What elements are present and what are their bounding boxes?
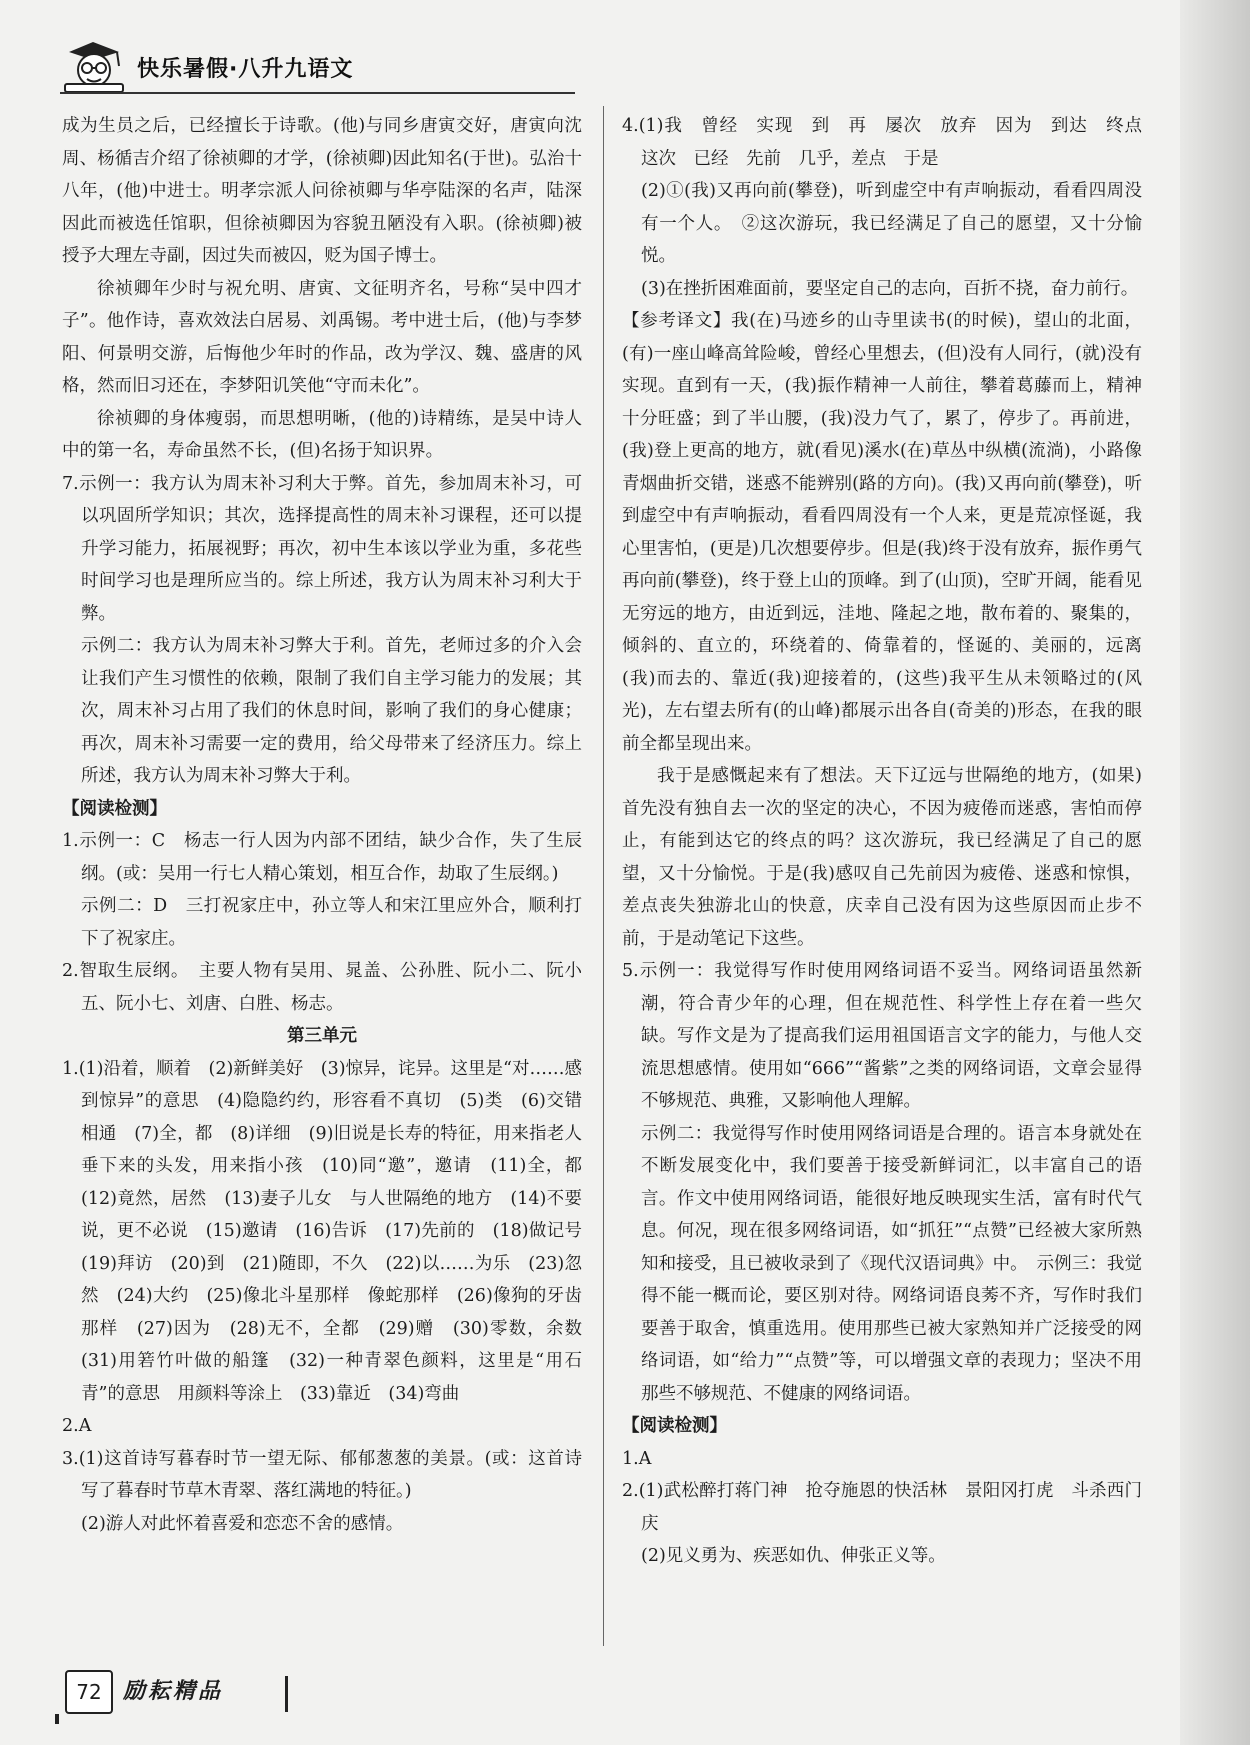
header-rule [60, 92, 575, 94]
answer-item-1: 1.(1)沿着，顺着 (2)新鲜美好 (3)惊异，诧异。这里是“对……感到惊异”的意思 (4)隐隐约约，形容看不真切 (5)类 (6)交错相通 (7)全，都 (8)详细 (9)旧说是长寿的特征，用来指老人 垂下来的头发，用来指小孩 (10)同“邀”，邀请 (11)全，都 (12)竟然，居然 (13)妻子儿女 与人世隔绝的地方 (14)不要说，更不必说 (15)邀请 (16)告诉 (17)先前的 (18)做记号 (19)拜访 (20)到 (21)随即，不久 (22)以……为乐 (23)忽然 (24)大约 (25)像北斗星那样 像蛇那样 (26)像狗的牙齿那样 (27)因为 (28)无不，全都 (29)赠 (30)零数，余数 (31)用箬竹叶做的船篷 (32)一种青翠色颜料，这里是“用石青”的意思 用颜料等涂上 (33)靠近 (34)弯曲 [62, 1058, 600, 1404]
unit-title: 第三单元 [287, 1026, 357, 1046]
answer-example: 示例二：我觉得写作时使用网络词语是合理的。语言本身就处在不断发展变化中，我们要善于接受新鲜词汇，以丰富自己的语言。作文中使用网络词语，能很好地反映现实生活，富有时代气息。何况，现在很多网络词语，如“抓狂”“点赞”已经被大家所熟知和接受，且已被收录到了《现代汉语词典》中。 示例三：我觉得不能一概而论，要区别对待。网络词语良莠不齐，写作时我们要善于取舍，慎重选用。使用那些已被大家熟知并广泛接受的网络词语，如“给力”“点赞”等，可以增强文章的表现力；坚决不用那些不够规范、不健康的网络词语。 [641, 1123, 1142, 1404]
answer-item-2: 2.智取生辰纲。 主要人物有吴用、晁盖、公孙胜、阮小二、阮小五、阮小七、刘唐、白胜、杨志。 [62, 961, 582, 1014]
answer-item-1: 1.A [622, 1448, 652, 1469]
reading-check-label: 【阅读检测】 [622, 1416, 727, 1436]
answer-subitem: (3)在挫折困难面前，要坚定自己的志向，百折不挠，奋力前行。 [641, 278, 1139, 299]
answer-paragraph: 我于是感慨起来有了想法。天下辽远与世隔绝的地方，(如果)首先没有独自去一次的坚定的决心，不因为疲倦而迷惑，害怕而停止，有能到达它的终点的吗？这次游玩，我已经满足了自己的愿望，又十分愉悦。于是(我)感叹自己先前因为疲倦、迷惑和惊惧，差点丧失独游北山的快意，庆幸自己没有因为这些原因而止步不前，于是动笔记下这些。 [622, 766, 1142, 949]
brand-logo: 励耘精品 [123, 1679, 224, 1704]
student-mascot-icon [63, 38, 125, 94]
answer-example: 示例二：我方认为周末补习弊大于利。首先，老师过多的介入会让我们产生习惯性的依赖，限制了我们自主学习能力的发展；其次，周末补习占用了我们的休息时间，影响了我们的身心健康；再次，周末补习需要一定的费用，给父母带来了经济压力。综上所述，我方认为周末补习弊大于利。 [81, 636, 582, 786]
reading-check-label: 【阅读检测】 [62, 798, 167, 819]
reference-translation: 【参考译文】我(在)马迹乡的山寺里读书(的时候)，望山的北面，(有)一座山峰高耸险峻，曾经心里想去，(但)没有人同行，(就)没有实现。直到有一天，(我)振作精神一人前往，攀着葛藤而上，精神十分旺盛；到了半山腰，(我)没力气了，累了，停步了。再前进，(我)登上更高的地方，就(看见)溪水(在)草丛中纵横(流淌)，小路像青烟曲折交错，迷惑不能辨别(路的方向)。(我)又再向前(攀登)，听到虚空中有声响振动，看看四周没有一个人来，更是荒凉怪诞，我心里害怕，(更是)几次想要停步。但是(我)终于没有放弃，振作勇气再向前(攀登)，终于登上山的顶峰。到了(山顶)，空旷开阔，能看见无穷远的地方，由近到远，洼地、隆起之地，散布着的、聚集的，倾斜的、直立的，环绕着的、倚靠着的，怪诞的、美丽的，远离(我)而去的、靠近(我)迎接着的，(这些)我平生从未领略过的(风光)，左右望去所有(的山峰)都展示出各自(奇美的)形态，在我的眼前全都呈现出来。 [622, 311, 1142, 754]
page-footer [55, 1670, 305, 1720]
page-number: 72 [65, 1670, 113, 1714]
answer-paragraph: 徐祯卿的身体瘦弱，而思想明晰，(他的)诗精练，是吴中诗人中的第一名，寿命虽然不长，(但)名扬于知识界。 [62, 408, 582, 461]
right-column [622, 110, 1160, 1573]
answer-item-1: 1.示例一：C 杨志一行人因为内部不团结，缺少合作，失了生辰纲。(或：吴用一行七人精心策划，相互合作，劫取了生辰纲。) [62, 831, 582, 884]
answer-item-5: 5.示例一：我觉得写作时使用网络词语不妥当。网络词语虽然新潮，符合青少年的心理，但在规范性、科学性上存在着一些欠缺。写作文是为了提高我们运用祖国语言文字的能力，与他人交流思想感情。使用如“666”“酱紫”之类的网络词语，文章会显得不够规范、典雅，又影响他人理解。 [622, 961, 1142, 1111]
answer-item-7: 7.示例一：我方认为周末补习利大于弊。首先，参加周末补习，可以巩固所学知识；其次，选择提高性的周末补习课程，还可以提升学习能力，拓展视野；再次，初中生本该以学业为重，多花些时间学习也是理所应当的。综上所述，我方认为周末补习利大于弊。 [62, 473, 582, 624]
answer-subitem: (2)①(我)又再向前(攀登)，听到虚空中有声响振动，看看四周没有一个人。 ②这次游玩，我已经满足了自己的愿望，又十分愉悦。 [641, 181, 1142, 266]
footer-accent [55, 1714, 59, 1724]
page-header [55, 38, 475, 98]
answer-example: 示例二：D 三打祝家庄中，孙立等人和宋江里应外合，顺利打下了祝家庄。 [81, 896, 582, 949]
header-title: 快乐暑假·八升九语文 [137, 57, 354, 82]
answer-item-3: 3.(1)这首诗写暮春时节一望无际、郁郁葱葱的美景。(或：这首诗写了暮春时节草木青翠、落红满地的特征。) [62, 1448, 582, 1501]
answer-subitem: (2)游人对此怀着喜爱和恋恋不舍的感情。 [81, 1513, 404, 1534]
page-edge-shadow [1180, 0, 1250, 1745]
left-column [62, 110, 600, 1540]
answer-text: 成为生员之后，已经擅长于诗歌。(他)与同乡唐寅交好，唐寅向沈周、杨循吉介绍了徐祯卿的才学，(徐祯卿)因此知名(于世)。弘治十八年，(他)中进士。明孝宗派人问徐祯卿与华亭陆深的名声，陆深因此而被选任馆职，但徐祯卿因为容貌丑陋没有入职。(徐祯卿)被授予大理左寺副，因过失而被囚，贬为国子博士。 [62, 116, 582, 266]
column-divider [603, 106, 604, 1646]
answer-item-4: 4.(1)我 曾经 实现 到 再 屡次 放弃 因为 到达 终点 这次 已经 先前 几乎，差点 于是 [622, 116, 1160, 169]
answer-item-2: 2.A [62, 1416, 92, 1436]
answer-subitem: (2)见义勇为、疾恶如仇、伸张正义等。 [641, 1546, 946, 1566]
answer-paragraph: 徐祯卿年少时与祝允明、唐寅、文征明齐名，号称“吴中四才子”。他作诗，喜欢效法白居易、刘禹锡。考中进士后，(他)与李梦阳、何景明交游，后悔他少年时的作品，改为学汉、魏、盛唐的风格，然而旧习还在，李梦阳讥笑他“守而未化”。 [62, 278, 582, 396]
answer-item-2: 2.(1)武松醉打蒋门神 抢夺施恩的快活林 景阳冈打虎 斗杀西门庆 [622, 1481, 1142, 1534]
footer-divider [285, 1676, 288, 1712]
